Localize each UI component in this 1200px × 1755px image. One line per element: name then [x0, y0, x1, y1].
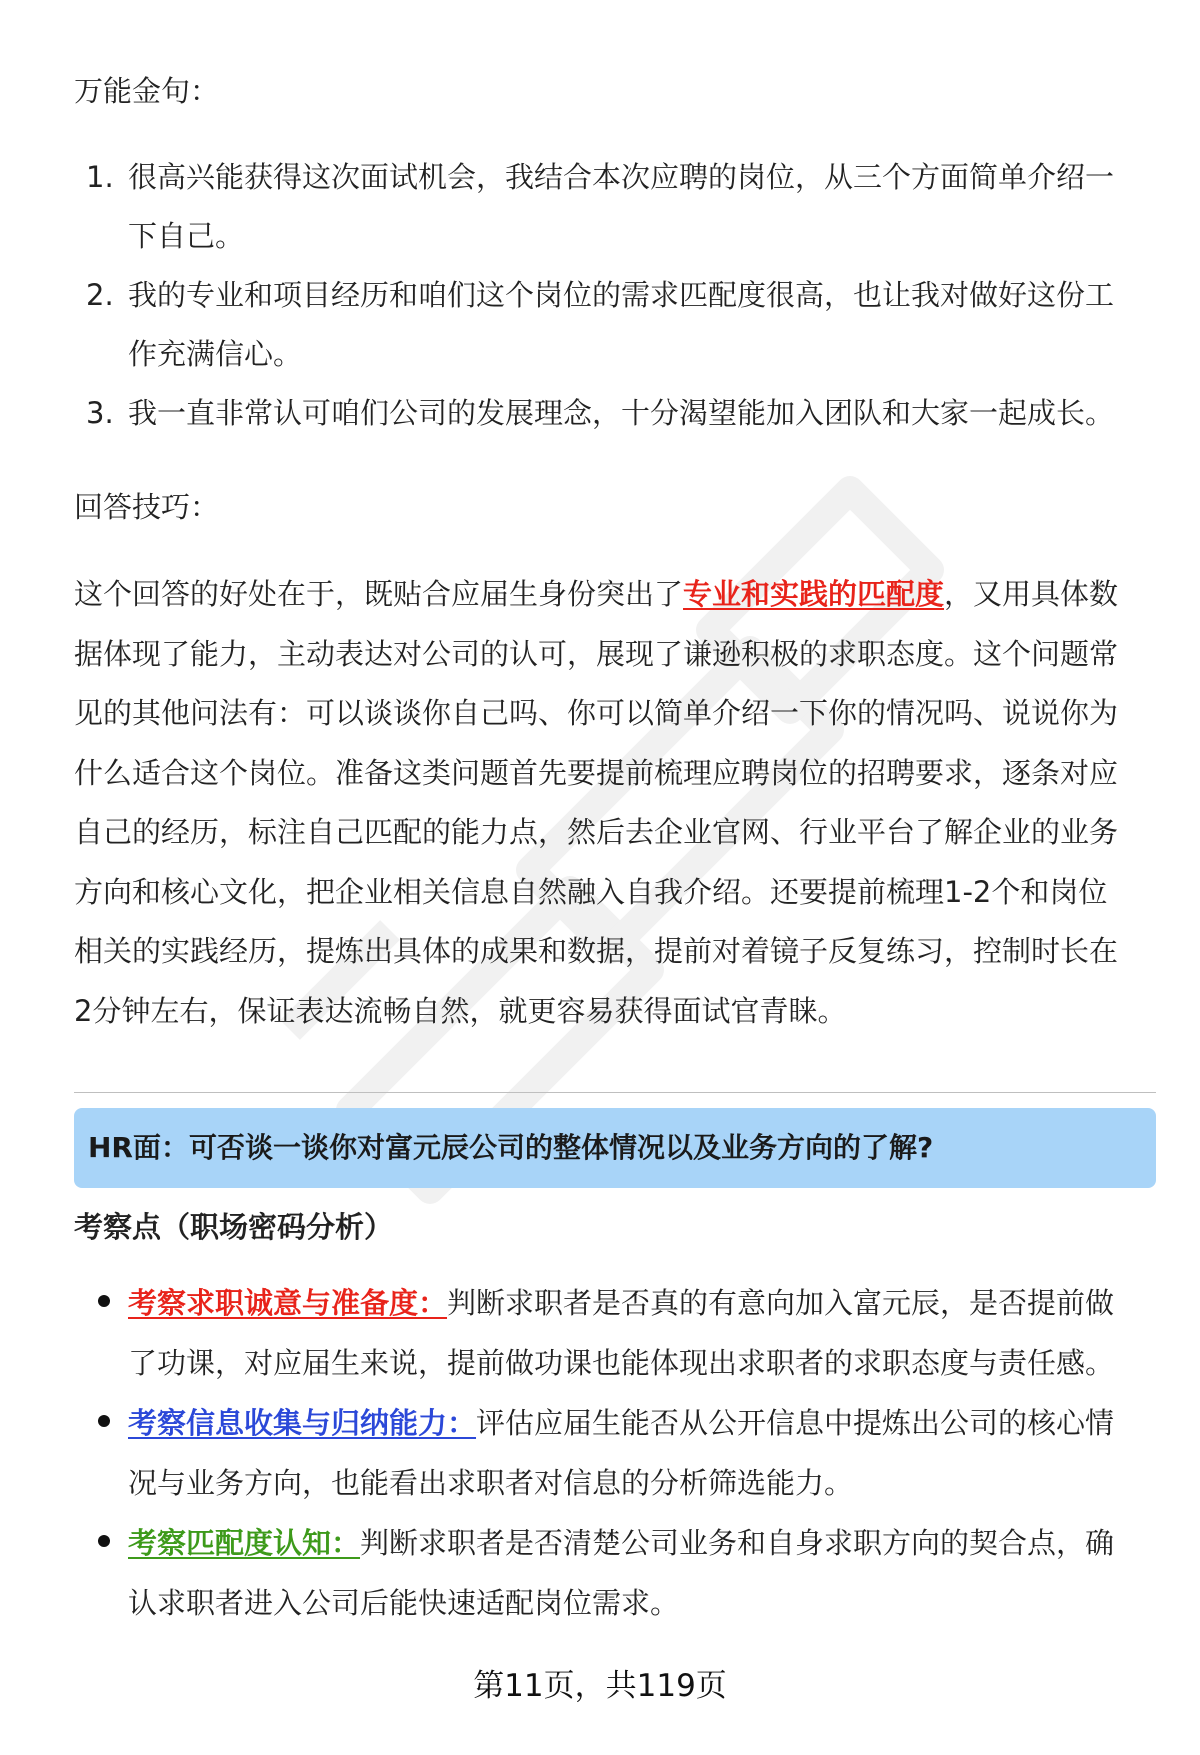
bullet-line — [128, 1393, 1156, 1453]
question-text: HR面：可否谈一谈你对富元辰公司的整体情况以及业务方向的了解? — [88, 1131, 934, 1164]
paragraph-line: 2分钟左右，保证表达流畅自然，就更容易获得面试官青睐。 — [74, 993, 847, 1028]
highlight-keyword: 专业和实践的匹配度 — [683, 577, 945, 611]
bullet-icon — [98, 1415, 110, 1427]
bullet-icon — [98, 1295, 110, 1307]
bullet-line — [128, 1513, 1156, 1573]
list-number: 3. — [86, 396, 114, 430]
list-number: 1. — [86, 160, 114, 194]
paragraph-text: 这个回答的好处在于，既贴合应届生身份突出了 — [74, 577, 684, 611]
list-item-line: 我的专业和项目经历和咱们这个岗位的需求匹配度很高，也让我对做好这份工 — [128, 278, 1115, 312]
section-heading-assessment-points: 考察点（职场密码分析） — [74, 1210, 394, 1244]
list-item — [74, 384, 1156, 443]
section-heading-golden-sentences: 万能金句： — [74, 74, 220, 108]
ordered-list — [74, 148, 1156, 443]
bullet-line: 况与业务方向，也能看出求职者对信息的分析筛选能力。 — [128, 1466, 854, 1500]
bullet-text: 判断求职者是否真的有意向加入富元辰，是否提前做 — [447, 1286, 1115, 1320]
bullet-line: 认求职者进入公司后能快速适配岗位需求。 — [128, 1586, 680, 1620]
section-divider — [74, 1092, 1156, 1093]
bullet-keyword: 考察匹配度认知： — [128, 1526, 361, 1560]
list-item — [74, 148, 1156, 266]
list-item-line: 我一直非常认可咱们公司的发展理念，十分渴望能加入团队和大家一起成长。 — [128, 396, 1115, 430]
list-number: 2. — [86, 278, 114, 312]
list-item-line: 很高兴能获得这次面试机会，我结合本次应聘的岗位，从三个方面简单介绍一 — [128, 160, 1115, 194]
paragraph-line: 相关的实践经历，提炼出具体的成果和数据，提前对着镜子反复练习，控制时长在 — [74, 934, 1119, 968]
paragraph-line — [74, 565, 1156, 625]
question-banner — [74, 1108, 1156, 1188]
bullet-icon — [98, 1535, 110, 1547]
bullet-text: 评估应届生能否从公开信息中提炼出公司的核心情 — [476, 1406, 1115, 1440]
list-item-line: 下自己。 — [128, 219, 245, 253]
page-number-footer: 第11页，共119页 — [473, 1668, 727, 1704]
paragraph-line: 见的其他问法有：可以谈谈你自己吗、你可以简单介绍一下你的情况吗、说说你为 — [74, 696, 1119, 730]
paragraph-text: ，又用具体数 — [944, 577, 1119, 611]
paragraph-line: 方向和核心文化，把企业相关信息自然融入自我介绍。还要提前梳理1-2个和岗位 — [74, 874, 1108, 909]
bullet-item — [74, 1393, 1156, 1513]
paragraph-line: 据体现了能力，主动表达对公司的认可，展现了谦逊积极的求职态度。这个问题常 — [74, 636, 1119, 671]
bullet-line: 了功课，对应届生来说，提前做功课也能体现出求职者的求职态度与责任感。 — [128, 1346, 1115, 1380]
bullet-line — [128, 1273, 1156, 1333]
bullet-text: 判断求职者是否清楚公司业务和自身求职方向的契合点，确 — [360, 1526, 1115, 1560]
list-item-line: 作充满信心。 — [128, 337, 303, 371]
paragraph-line: 自己的经历，标注自己匹配的能力点，然后去企业官网、行业平台了解企业的业务 — [74, 815, 1119, 849]
bullet-item — [74, 1513, 1156, 1633]
bullet-list — [74, 1273, 1156, 1633]
bullet-item — [74, 1273, 1156, 1393]
list-item — [74, 266, 1156, 384]
bullet-keyword: 考察求职诚意与准备度： — [128, 1286, 448, 1320]
paragraph-line: 什么适合这个岗位。准备这类问题首先要提前梳理应聘岗位的招聘要求，逐条对应 — [74, 755, 1119, 790]
answer-tips-paragraph — [74, 565, 1156, 1041]
bullet-keyword: 考察信息收集与归纳能力： — [128, 1406, 477, 1440]
section-heading-answer-tips: 回答技巧： — [74, 490, 220, 524]
